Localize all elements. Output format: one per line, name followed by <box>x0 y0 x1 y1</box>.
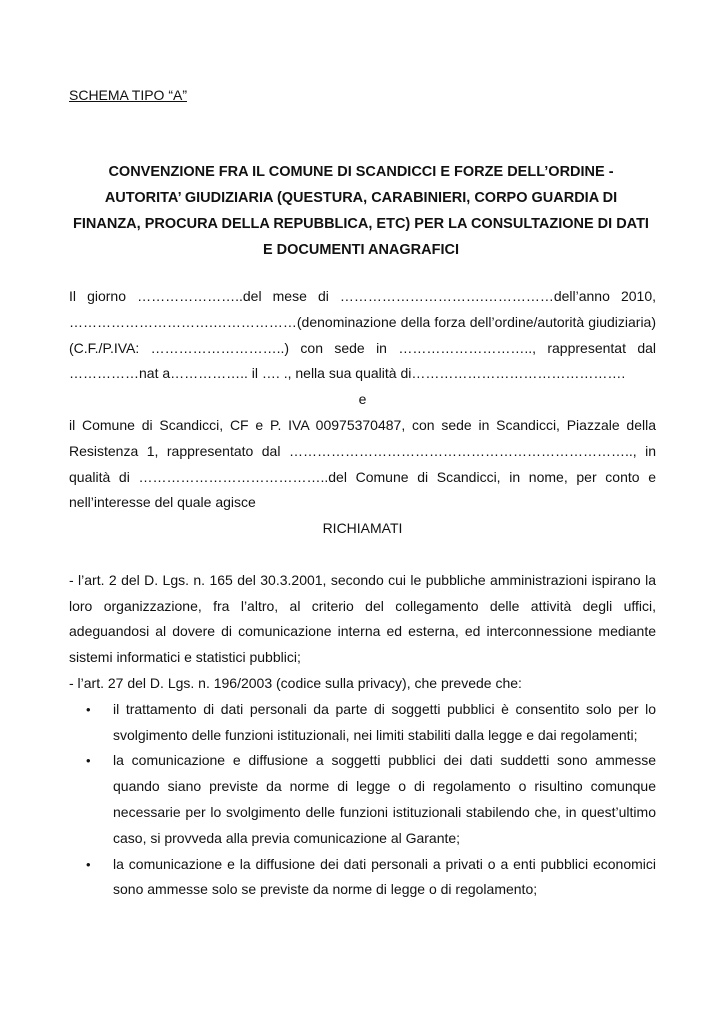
list-item-text: il trattamento di dati personali da parte di soggetti pubblici è consentito solo per lo svolgimento delle funzioni istituzionali, nei limiti stabiliti dalla legge e dai regolamenti; <box>113 700 656 743</box>
spacer <box>69 542 656 568</box>
list-item <box>69 852 656 904</box>
document-title <box>66 159 656 263</box>
bullet-list <box>69 697 656 903</box>
title-line: E DOCUMENTI ANAGRAFICI <box>262 242 459 258</box>
list-item-text: la comunicazione e la diffusione dei dati personali a privati o a enti pubblici economici sono ammesse solo se previste da norme di legge o di regolamento; <box>113 855 656 898</box>
bullet-icon: • <box>86 753 91 769</box>
list-item <box>69 697 656 749</box>
bullet-icon: • <box>86 856 91 872</box>
second-party-paragraph: il Comune di Scandicci, CF e P. IVA 00975370487, con sede in Scandicci, Piazzale della Resistenza 1, rappresentato dal ……………………………………………………………….., in qualità di …………………………………..del Comune di Scandicci, in nome, per conto e nell’interesse del quale agisce <box>69 416 656 511</box>
title-line: FINANZA, PROCURA DELLA REPUBBLICA, ETC) PER LA CONSULTAZIONE DI DATI <box>73 216 649 232</box>
title-line: AUTORITA’ GIUDIZIARIA (QUESTURA, CARABINIERI, CORPO GUARDIA DI <box>104 190 618 206</box>
schema-label: SCHEMA TIPO “A” <box>69 87 187 103</box>
first-party-paragraph: Il giorno …………………..del mese di ………………………….……………dell’anno 2010, ………………………….………………(denominazione della forza dell’ordine/autorità giudiziaria) (C.F./P.IVA: ………………………..) con sede in ……………………….., rappresentat dal ……………nat a…………….. il …. ., nella sua qualità di………………………………………. <box>69 288 656 382</box>
list-item-text: la comunicazione e diffusione a soggetti pubblici dei dati suddetti sono ammesse quando siano previste da norme di legge o di regolamento o risultino comunque necessarie per lo svolgimento delle funzioni istituzionali stabilendo che, in quest’ultimo caso, si provveda alla previa comunicazione al Garante; <box>113 752 656 846</box>
art2-paragraph: - l’art. 2 del D. Lgs. n. 165 del 30.3.2001, secondo cui le pubbliche amministrazioni ispirano la loro organizzazione, fra l’altro, al criterio del collegamento delle attività degli uffici, adeguandosi al dovere di comunicazione interna ed esterna, ed interconnessione mediante sistemi informatici e statistici pubblici; <box>69 571 656 666</box>
bullet-icon: • <box>86 701 91 717</box>
title-line: CONVENZIONE FRA IL COMUNE DI SCANDICCI E FORZE DELL’ORDINE - <box>108 164 614 180</box>
list-item <box>69 748 656 851</box>
section-heading: RICHIAMATI <box>322 520 403 537</box>
art27-paragraph: - l’art. 27 del D. Lgs. n. 196/2003 (codice sulla privacy), che prevede che: <box>69 674 522 691</box>
connector-text: e <box>358 391 367 408</box>
document-body <box>69 284 656 903</box>
